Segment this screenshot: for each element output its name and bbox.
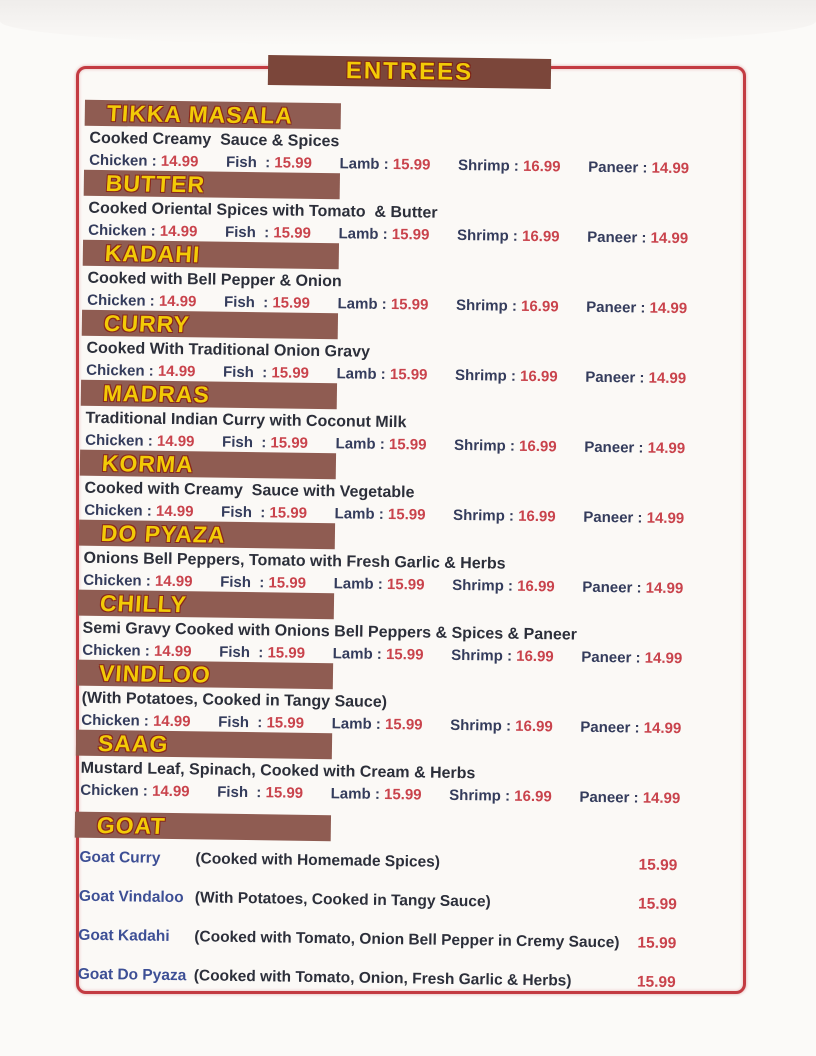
price-value: 14.99 bbox=[155, 502, 194, 521]
menu-section bbox=[83, 170, 690, 248]
price-item-chicken bbox=[83, 572, 192, 592]
price-label: Lamb : bbox=[331, 715, 381, 733]
section-header-bar bbox=[82, 310, 338, 340]
price-value: 15.99 bbox=[391, 226, 430, 244]
section-title: GOAT bbox=[96, 811, 167, 839]
price-item-paneer bbox=[582, 579, 683, 598]
goat-item-price: 15.99 bbox=[637, 895, 677, 914]
price-label: Chicken : bbox=[86, 361, 154, 380]
price-label: Shrimp : bbox=[453, 506, 515, 525]
price-item-fish bbox=[220, 574, 306, 593]
price-item-paneer bbox=[584, 439, 685, 458]
price-label: Chicken : bbox=[88, 221, 156, 240]
price-item-paneer bbox=[585, 369, 686, 388]
section-header-bar bbox=[84, 170, 340, 200]
menu-section bbox=[75, 730, 682, 808]
price-value: 16.99 bbox=[519, 367, 558, 386]
price-item-shrimp bbox=[449, 787, 552, 806]
price-label: Paneer : bbox=[587, 228, 647, 247]
price-label: Paneer : bbox=[581, 648, 641, 667]
price-label: Shrimp : bbox=[449, 786, 511, 805]
price-item-fish bbox=[225, 224, 311, 243]
photo-edge-shading bbox=[0, 0, 816, 46]
price-label: Shrimp : bbox=[450, 716, 512, 735]
price-value: 15.99 bbox=[272, 294, 311, 312]
section-description: Traditional Indian Curry with Coconut Milk bbox=[85, 409, 407, 432]
price-value: 15.99 bbox=[269, 504, 308, 522]
price-item-shrimp bbox=[453, 507, 556, 526]
price-label: Fish : bbox=[221, 433, 267, 452]
section-header-bar bbox=[75, 812, 331, 842]
price-value: 14.99 bbox=[160, 152, 199, 171]
section-title: KORMA bbox=[101, 450, 195, 478]
section-title: BUTTER bbox=[104, 170, 206, 198]
section-header-bar bbox=[80, 450, 336, 480]
section-description: Cooked Creamy Sauce & Spices bbox=[89, 129, 340, 151]
price-label: Fish : bbox=[219, 643, 264, 662]
price-value: 14.99 bbox=[157, 362, 196, 381]
price-label: Lamb : bbox=[332, 645, 382, 663]
price-item-fish bbox=[218, 714, 304, 733]
price-value: 14.99 bbox=[151, 782, 190, 801]
section-header-bar bbox=[79, 520, 335, 550]
section-description: (With Potatoes, Cooked in Tangy Sauce) bbox=[81, 689, 388, 711]
price-value: 14.99 bbox=[650, 229, 689, 248]
menu-section bbox=[76, 660, 683, 738]
goat-item-description: (Cooked with Homemade Spices) bbox=[195, 850, 441, 871]
menu-section bbox=[81, 310, 688, 388]
menu-section bbox=[78, 520, 685, 598]
price-value: 15.99 bbox=[274, 154, 313, 172]
price-label: Lamb : bbox=[334, 505, 384, 523]
goat-item-description: (Cooked with Tomato, Onion, Fresh Garlic & Herbs) bbox=[193, 967, 572, 990]
goat-item-name: Goat Kadahi bbox=[78, 926, 170, 945]
price-item-shrimp bbox=[454, 437, 557, 456]
price-value: 14.99 bbox=[649, 299, 688, 318]
goat-item-description: (With Potatoes, Cooked in Tangy Sauce) bbox=[194, 889, 491, 911]
price-item-paneer bbox=[586, 299, 687, 318]
price-value: 15.99 bbox=[267, 644, 306, 662]
price-item-lamb bbox=[336, 365, 427, 384]
price-item-chicken bbox=[87, 292, 196, 312]
price-label: Chicken : bbox=[85, 431, 153, 450]
goat-item-description: (Cooked with Tomato, Onion Bell Pepper in Cremy Sauce) bbox=[194, 928, 620, 952]
price-value: 14.99 bbox=[153, 642, 192, 661]
section-title: SAAG bbox=[97, 729, 170, 757]
price-item-lamb bbox=[332, 715, 423, 734]
price-value: 15.99 bbox=[271, 364, 310, 382]
price-label: Chicken : bbox=[82, 641, 150, 660]
goat-items bbox=[73, 848, 681, 993]
menu-section bbox=[82, 240, 689, 318]
price-value: 14.99 bbox=[651, 159, 690, 178]
price-value: 15.99 bbox=[386, 575, 425, 594]
price-value: 14.99 bbox=[646, 509, 685, 528]
price-label: Chicken : bbox=[84, 501, 152, 520]
section-header-bar bbox=[77, 660, 333, 690]
price-item-chicken bbox=[88, 222, 197, 242]
price-value: 15.99 bbox=[270, 434, 309, 452]
price-item-paneer bbox=[580, 719, 681, 738]
price-label: Fish : bbox=[225, 153, 271, 172]
price-value: 15.99 bbox=[265, 784, 304, 802]
goat-item-name: Goat Vindaloo bbox=[78, 887, 184, 907]
price-item-paneer bbox=[581, 649, 682, 668]
section-title: KADAHI bbox=[104, 240, 202, 268]
menu-section bbox=[79, 450, 686, 528]
goat-item-row bbox=[79, 848, 677, 876]
price-value: 16.99 bbox=[521, 227, 560, 246]
price-value: 15.99 bbox=[268, 574, 307, 592]
price-label: Fish : bbox=[223, 293, 269, 312]
price-label: Paneer : bbox=[583, 508, 643, 527]
price-item-fish bbox=[223, 364, 309, 383]
price-value: 15.99 bbox=[266, 714, 305, 732]
price-item-paneer bbox=[588, 159, 689, 178]
price-value: 16.99 bbox=[514, 787, 552, 806]
price-label: Paneer : bbox=[580, 718, 640, 737]
price-label: Lamb : bbox=[333, 575, 383, 593]
price-label: Fish : bbox=[222, 363, 268, 382]
goat-section bbox=[73, 812, 681, 993]
price-value: 16.99 bbox=[517, 577, 555, 596]
price-label: Lamb : bbox=[337, 295, 387, 313]
price-label: Shrimp : bbox=[454, 366, 517, 385]
price-item-chicken bbox=[82, 642, 191, 662]
price-item-fish bbox=[219, 644, 305, 663]
price-item-paneer bbox=[583, 509, 684, 528]
price-value: 14.99 bbox=[154, 572, 193, 591]
price-label: Paneer : bbox=[585, 368, 645, 387]
price-value: 15.99 bbox=[383, 785, 422, 804]
price-value: 14.99 bbox=[644, 649, 683, 668]
price-label: Lamb : bbox=[336, 365, 386, 383]
menu-section bbox=[84, 100, 691, 178]
menu-section bbox=[77, 590, 684, 668]
price-item-shrimp bbox=[455, 367, 558, 386]
goat-item-row bbox=[79, 887, 677, 915]
price-item-shrimp bbox=[458, 157, 561, 176]
goat-item-row bbox=[78, 926, 676, 954]
section-description: Onions Bell Peppers, Tomato with Fresh Garlic & Herbs bbox=[83, 549, 506, 573]
price-item-lamb bbox=[331, 785, 422, 804]
price-label: Lamb : bbox=[338, 225, 388, 243]
price-label: Shrimp : bbox=[457, 156, 519, 175]
price-value: 14.99 bbox=[156, 432, 195, 451]
price-label: Paneer : bbox=[579, 788, 639, 807]
price-item-shrimp bbox=[457, 227, 560, 246]
price-label: Shrimp : bbox=[452, 576, 514, 595]
price-value: 14.99 bbox=[158, 292, 197, 311]
price-value: 15.99 bbox=[392, 156, 431, 174]
price-label: Fish : bbox=[220, 573, 265, 592]
price-label: Chicken : bbox=[87, 291, 155, 310]
price-item-chicken bbox=[80, 782, 189, 802]
menu-content bbox=[73, 100, 691, 993]
price-label: Shrimp : bbox=[455, 296, 518, 315]
price-value: 15.99 bbox=[390, 296, 429, 314]
price-label: Fish : bbox=[217, 783, 262, 802]
price-value: 14.99 bbox=[648, 369, 687, 388]
price-value: 15.99 bbox=[273, 224, 312, 242]
section-title: CHILLY bbox=[99, 589, 188, 618]
price-item-chicken bbox=[81, 712, 190, 732]
price-item-chicken bbox=[84, 502, 193, 522]
price-value: 15.99 bbox=[389, 366, 428, 384]
price-label: Shrimp : bbox=[451, 646, 513, 665]
goat-item-price: 15.99 bbox=[637, 934, 677, 953]
section-title: DO PYAZA bbox=[100, 519, 227, 548]
price-value: 15.99 bbox=[387, 505, 426, 524]
price-label: Shrimp : bbox=[456, 226, 518, 245]
price-value: 16.99 bbox=[518, 437, 557, 456]
price-value: 15.99 bbox=[384, 715, 423, 734]
section-description: Cooked With Traditional Onion Gravy bbox=[86, 339, 371, 361]
price-value: 16.99 bbox=[522, 157, 561, 176]
price-value: 14.99 bbox=[643, 719, 682, 738]
section-title: MADRAS bbox=[102, 380, 211, 408]
price-label: Lamb : bbox=[330, 785, 380, 803]
price-item-fish bbox=[226, 154, 312, 173]
price-item-shrimp bbox=[451, 647, 554, 666]
price-label: Chicken : bbox=[81, 711, 149, 730]
price-item-lamb bbox=[334, 505, 425, 524]
section-header-bar bbox=[81, 380, 337, 410]
goat-item-price: 15.99 bbox=[638, 856, 678, 875]
section-header-bar bbox=[85, 100, 341, 130]
price-item-chicken bbox=[86, 362, 195, 382]
section-title: VINDLOO bbox=[98, 659, 212, 688]
price-item-chicken bbox=[89, 152, 198, 172]
price-value: 14.99 bbox=[642, 789, 681, 808]
price-value: 16.99 bbox=[518, 507, 556, 526]
price-value: 16.99 bbox=[516, 647, 554, 666]
price-label: Lamb : bbox=[335, 435, 385, 453]
price-item-paneer bbox=[579, 789, 680, 808]
section-description: Cooked Oriental Spices with Tomato & Butter bbox=[88, 199, 438, 222]
price-label: Paneer : bbox=[588, 158, 648, 177]
price-label: Fish : bbox=[220, 503, 266, 522]
price-item-lamb bbox=[334, 575, 425, 594]
price-label: Lamb : bbox=[339, 155, 389, 173]
section-header-bar bbox=[83, 240, 339, 270]
price-item-shrimp bbox=[452, 577, 555, 596]
price-label: Fish : bbox=[224, 223, 270, 242]
price-item-lamb bbox=[338, 225, 429, 244]
price-label: Paneer : bbox=[586, 298, 646, 317]
price-value: 16.99 bbox=[520, 297, 559, 316]
price-label: Chicken : bbox=[83, 571, 151, 590]
price-item-fish bbox=[222, 434, 308, 453]
price-value: 14.99 bbox=[152, 712, 191, 731]
goat-item-price: 15.99 bbox=[636, 973, 676, 992]
section-description: Cooked with Creamy Sauce with Vegetable bbox=[84, 479, 415, 502]
price-value: 15.99 bbox=[388, 435, 427, 454]
price-value: 14.99 bbox=[159, 222, 198, 241]
price-label: Chicken : bbox=[89, 151, 157, 170]
entrees-banner-title: ENTREES bbox=[345, 57, 474, 86]
price-label: Paneer : bbox=[582, 578, 642, 597]
price-item-lamb bbox=[339, 155, 430, 174]
price-label: Fish : bbox=[218, 713, 263, 732]
price-value: 14.99 bbox=[647, 439, 686, 458]
goat-item-name: Goat Do Pyaza bbox=[77, 965, 187, 985]
entree-sections bbox=[75, 100, 691, 808]
price-label: Paneer : bbox=[584, 438, 644, 457]
section-title: TIKKA MASALA bbox=[105, 100, 294, 129]
price-label: Chicken : bbox=[80, 781, 148, 800]
section-description: Mustard Leaf, Spinach, Cooked with Cream & Herbs bbox=[80, 759, 476, 783]
price-item-fish bbox=[224, 294, 310, 313]
goat-item-name: Goat Curry bbox=[79, 848, 161, 867]
price-item-lamb bbox=[337, 295, 428, 314]
price-label: Shrimp : bbox=[453, 436, 516, 455]
price-item-lamb bbox=[335, 435, 426, 454]
price-value: 14.99 bbox=[645, 579, 684, 598]
price-item-paneer bbox=[587, 229, 688, 248]
price-item-fish bbox=[221, 504, 307, 523]
price-value: 16.99 bbox=[515, 717, 553, 736]
price-value: 15.99 bbox=[385, 645, 424, 664]
price-item-lamb bbox=[333, 645, 424, 664]
menu-section bbox=[80, 380, 687, 458]
section-header-bar bbox=[78, 590, 334, 620]
price-item-fish bbox=[217, 784, 303, 803]
section-title: CURRY bbox=[103, 310, 191, 338]
price-item-shrimp bbox=[450, 717, 553, 736]
price-item-chicken bbox=[85, 432, 194, 452]
section-description: Semi Gravy Cooked with Onions Bell Peppers & Spices & Paneer bbox=[82, 619, 578, 644]
section-description: Cooked with Bell Pepper & Onion bbox=[87, 269, 342, 291]
price-row bbox=[80, 782, 680, 808]
price-item-shrimp bbox=[456, 297, 559, 316]
section-header-bar bbox=[76, 730, 332, 760]
entrees-banner bbox=[268, 55, 551, 89]
